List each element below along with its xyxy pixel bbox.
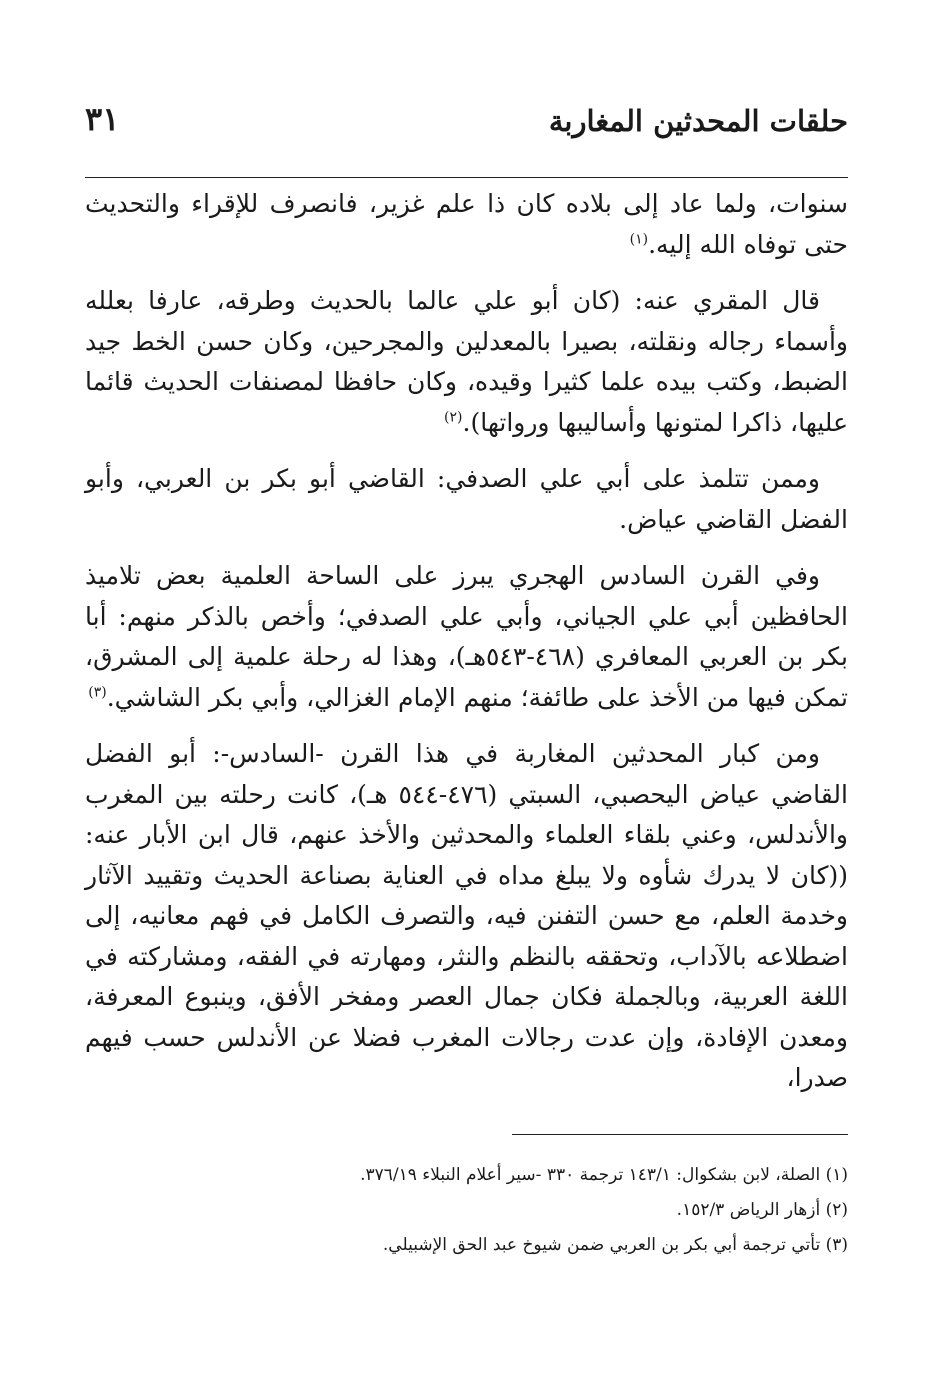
footnote-ref-2: (٢)	[444, 409, 463, 426]
paragraph-3	[85, 459, 848, 540]
footnotes	[85, 1158, 848, 1263]
paragraph-text: قال المقري عنه: (كان أبو علي عالما بالحديث وطرقه، عارفا بعلله وأسماء رجاله ونقلته، بصيرا بالمعدلين والمجرحين، وكان حسن الخط جيد الضبط، وكتب بيده علما كثيرا وقيده، وكان حافظا لمصنفات الحديث قائما عليها، ذاكرا لمتونها وأساليبها ورواتها).	[85, 286, 848, 437]
paragraph-text: وممن تتلمذ على أبي علي الصدفي: القاضي أبو بكر بن العربي، وأبو الفضل القاضي عياض.	[85, 464, 848, 534]
footnote-ref-1: (١)	[629, 231, 649, 248]
running-header	[85, 96, 848, 156]
footnote-ref-3: (٣)	[88, 684, 107, 701]
paragraph-text: ومن كبار المحدثين المغاربة في هذا القرن -السادس-: أبو الفضل القاضي عياض اليحصبي، السبتي (٤٧٦-٥٤٤ هـ)، كانت رحلته بين المغرب والأندلس، وعني بلقاء العلماء والمحدثين والأخذ عنهم، قال ابن الأبار عنه: ((كان لا يدرك شأوه ولا يبلغ مداه في العناية بصناعة الحديث وتقييد الآثار وخدمة العلم، مع حسن التفنن فيه، والتصرف الكامل في فهم معانيه، إلى اضطلاعه بالآداب، وتحققه بالنظم والنثر، ومهارته في الفقه، ومشاركته في اللغة العربية، وبالجملة فكان جمال العصر ومفخر الأفق، وينبوع المعرفة، ومعدن الإفادة، وإن عدت رجالات المغرب فضلا عن الأندلس حسب فيهم صدرا،	[85, 739, 848, 1092]
paragraph-4	[85, 556, 848, 718]
running-title: حلقات المحدثين المغاربة	[548, 104, 848, 138]
paragraph-2	[85, 281, 848, 443]
footnote-3: (٣) تأتي ترجمة أبي بكر بن العربي ضمن شيوخ عبد الحق الإشبيلي.	[382, 1235, 848, 1255]
paragraph-text: سنوات، ولما عاد إلى بلاده كان ذا علم غزير، فانصرف للإقراء والتحديث حتى توفاه الله إليه.	[85, 189, 848, 259]
paragraph-text: وفي القرن السادس الهجري يبرز على الساحة العلمية بعض تلاميذ الحافظين أبي علي الجياني، وأبي علي الصدفي؛ وأخص بالذكر منهم: أبا بكر بن العربي المعافري (٤٦٨-٥٤٣هـ)، وهذا له رحلة علمية إلى المشرق، تمكن فيها من الأخذ على طائفة؛ منهم الإمام الغزالي، وأبي بكر الشاشي.	[85, 561, 849, 712]
footnote-1: (١) الصلة، لابن بشكوال: ١٤٣/١ ترجمة ٣٣٠ -سير أعلام النبلاء ٣٧٦/١٩.	[360, 1165, 848, 1185]
footnote-2: (٢) أزهار الرياض ١٥٢/٣.	[676, 1200, 848, 1220]
footnote-divider	[512, 1134, 848, 1135]
page-number: ٣١	[85, 100, 120, 138]
paragraph-5	[85, 734, 848, 1099]
main-text	[85, 184, 848, 1115]
header-divider	[85, 177, 848, 178]
paragraph-1	[85, 184, 848, 265]
